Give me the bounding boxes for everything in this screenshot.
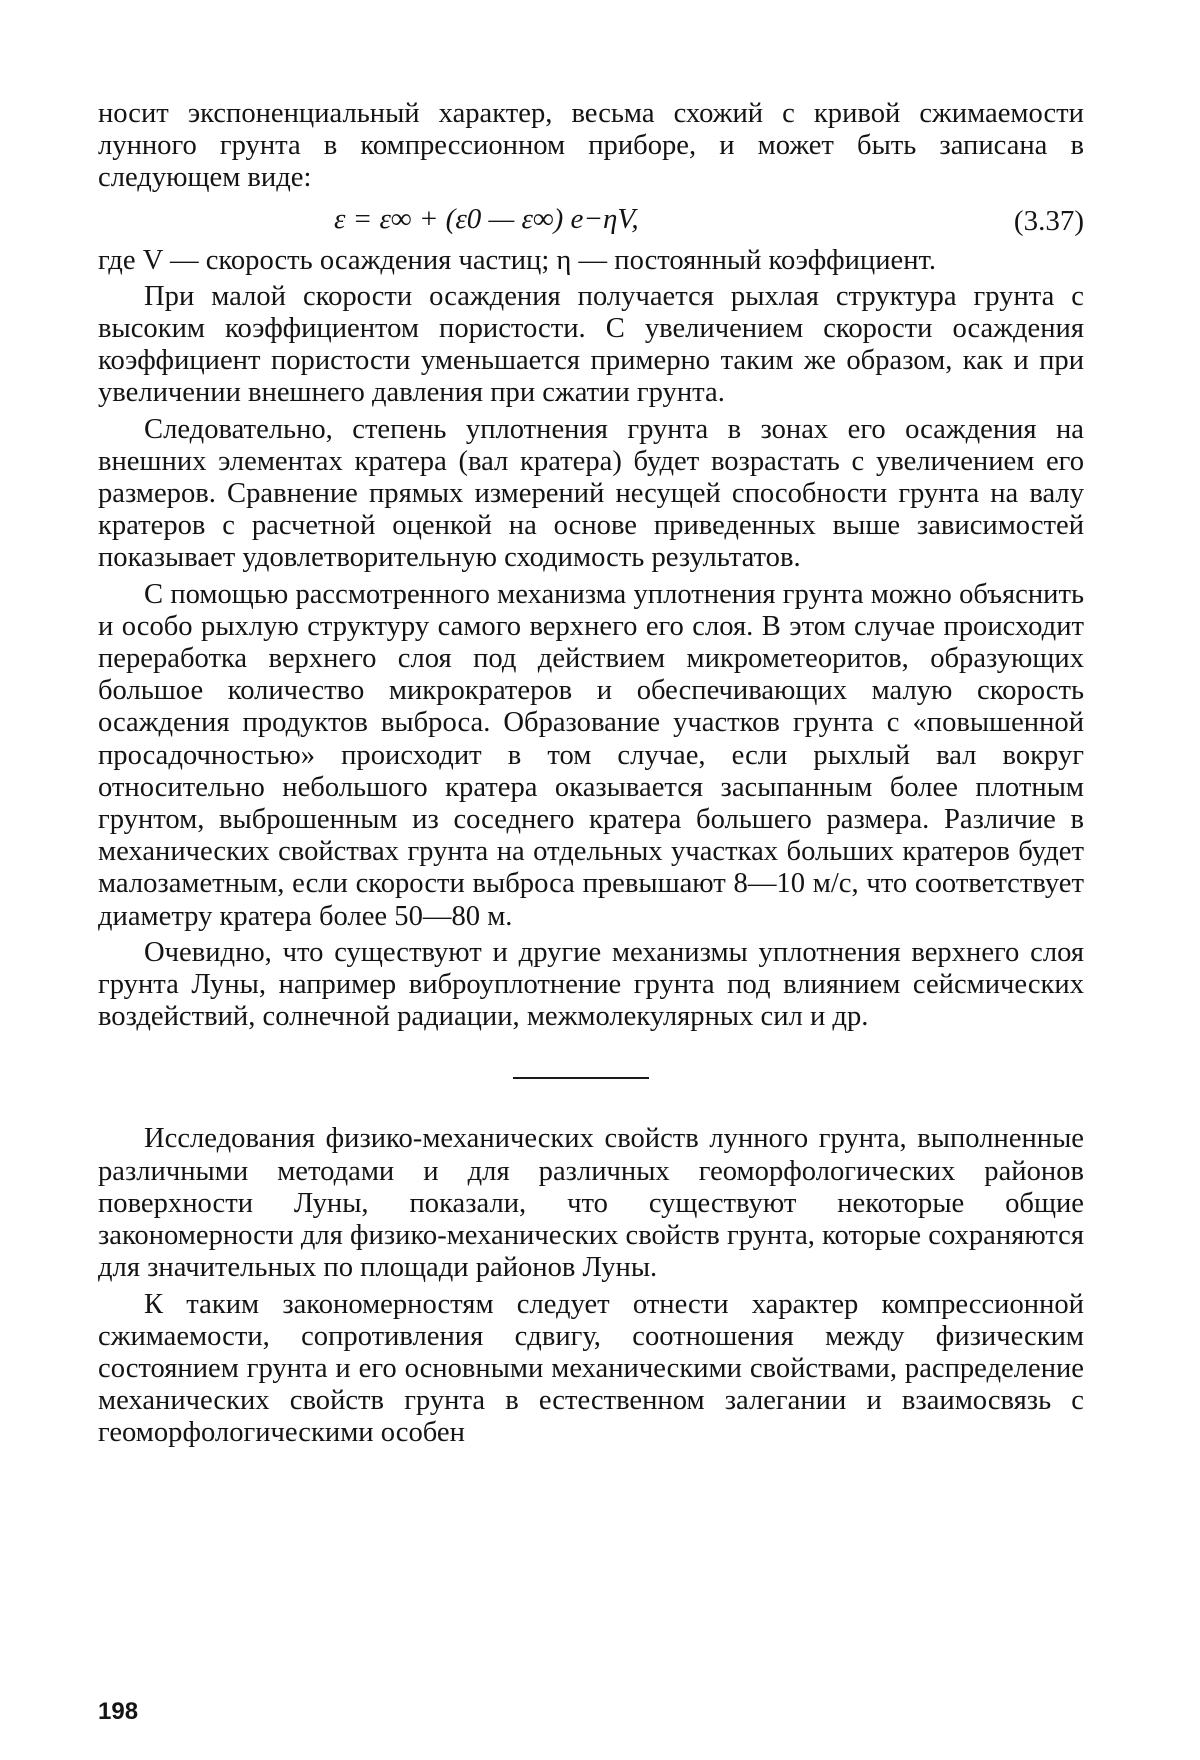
formula-row — [98, 195, 1084, 245]
page-body — [98, 98, 1084, 1450]
section-divider — [513, 1077, 649, 1079]
paragraph-variables: где V — скорость осаждения частиц; η — постоянный коэффициент. — [98, 244, 937, 276]
paragraph-intro: носит экспоненциальный характер, весьма схожий с кривой сжимаемости лунного грунта в компрессионном приборе, и может быть записана в следующем виде: — [98, 98, 1084, 194]
page-number: 198 — [98, 1698, 139, 1725]
paragraph-consequently: Следовательно, степень уплотнения грунта в зонах его осаждения на внешних элементах кратера (вал кратера) будет возрастать с увеличением его размеров. Сравнение прямых измерений несущей способности грунта на валу кратеров с расчетной оценкой на основе приведенных выше зависимостей показывает удовлетворительную сходимость результатов. — [98, 413, 1084, 574]
paragraph-other-mechanisms: Очевидно, что существуют и другие механизмы уплотнения верхнего слоя грунта Луны, например виброуплотнение грунта под влиянием сейсмических воздействий, солнечной радиации, межмолекулярных сил и др. — [98, 936, 1084, 1033]
paragraph-research: Исследования физико-механических свойств лунного грунта, выполненные различными методами и для различных геоморфологических районов поверхности Луны, показали, что существуют некоторые общие закономерности для физико-механических свойств грунта, которые сохраняются для значительных по площади районов Луны. — [98, 1123, 1084, 1284]
formula-3-37: ε = ε∞ + (ε0 — ε∞) e−ηV, — [334, 202, 639, 235]
paragraph-mechanism: С помощью рассмотренного механизма уплотнения грунта можно объяснить и особо рыхлую структуру самого верхнего его слоя. В этом случае происходит переработка верхнего слоя под действием микрометеоритов, образующих большое количество микрократеров и обеспечивающих малую скорость осаждения продуктов выброса. Образование участков грунта с «повышенной просадочностью» происходит в том случае, если рыхлый вал вокруг относительно небольшого кратера оказывается засыпанным более плотным грунтом, выброшенным из соседнего кратера большего размера. Различие в механических свойствах грунта на отдельных участках больших кратеров будет малозаметным, если скорости выброса превышают 8—10 м/с, что соответствует диаметру кратера более 50—80 м. — [98, 578, 1084, 932]
equation-number: (3.37) — [1013, 204, 1084, 237]
paragraph-regularities: К таким закономерностям следует отнести характер компрессионной сжимаемости, сопротивления сдвигу, соотношения между физическим состоянием грунта и его основными механическими свойствами, распределение механических свойств грунта в естественном залегании и взаимосвязь с геоморфологическими особен — [98, 1288, 1084, 1449]
paragraph-low-speed: При малой скорости осаждения получается рыхлая структура грунта с высоким коэффициентом пористости. С увеличением скорости осаждения коэффициент пористости уменьшается примерно таким же образом, как и при увеличении внешнего давления при сжатии грунта. — [98, 280, 1084, 409]
